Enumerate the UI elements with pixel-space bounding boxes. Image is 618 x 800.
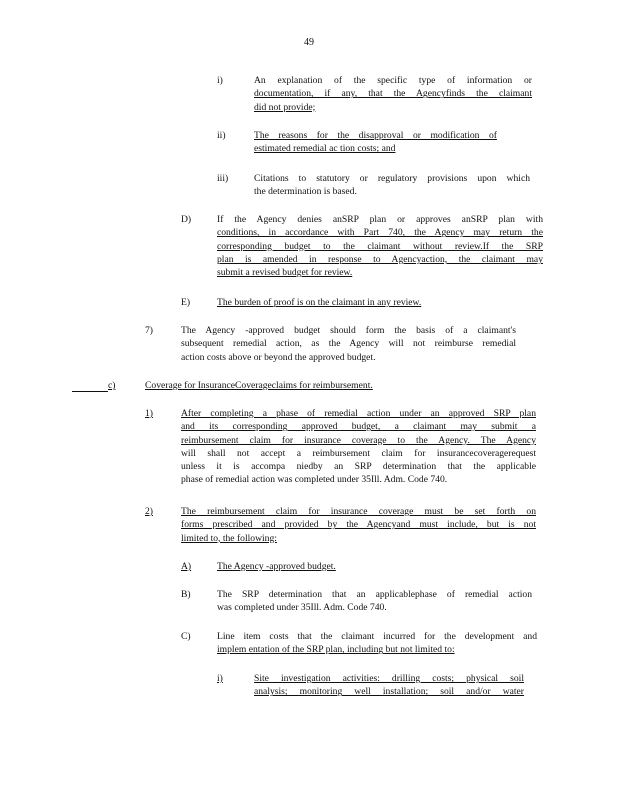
text-line: conditions, in accordance with Part 740, the Agency may return the xyxy=(217,227,543,239)
text-line: phase of remedial action was completed under 35Ill. Adm. Code 740. xyxy=(181,474,448,486)
page-number: 49 xyxy=(304,37,314,48)
text-line: An explanation of the specific type of information or xyxy=(254,75,532,86)
text-line: and its corresponding approved budget, a claimant may submit a xyxy=(181,421,536,433)
text-line: did not provide; xyxy=(254,101,316,113)
text-line: The Agency -approved budget should form the basis of a claimant's xyxy=(181,325,516,336)
item-label: C) xyxy=(181,631,191,642)
item-label: 1) xyxy=(145,408,153,419)
item-label: D) xyxy=(181,214,192,225)
text-line: was completed under 35Ill. Adm. Code 740. xyxy=(217,602,387,614)
text-line: analysis; monitoring well installation; soil and/or water xyxy=(254,686,524,698)
item-text xyxy=(254,129,497,156)
text-line: limited to, the following: xyxy=(181,532,277,544)
item-text xyxy=(217,296,477,309)
text-line: The reasons for the disapproval or modification of xyxy=(254,130,497,141)
item-text xyxy=(217,213,543,279)
item-text xyxy=(254,172,530,199)
text-line: corresponding budget to the claimant without review.If the SRP xyxy=(217,240,543,252)
text-line: forms prescribed and provided by the Agencyand must include, but is not xyxy=(181,519,536,531)
text-line: documentation, if any, that the Agencyfinds the claimant xyxy=(254,88,532,100)
text-line: Citations to statutory or regulatory provisions upon which xyxy=(254,173,530,184)
item-label: E) xyxy=(181,297,191,308)
text-line: Site investigation activities: drilling costs; physical soil xyxy=(254,673,524,684)
item-text xyxy=(181,407,536,487)
underline-rule xyxy=(72,391,108,392)
item-text xyxy=(217,630,537,657)
text-line: Line item costs that the claimant incurred for the development and xyxy=(217,631,537,642)
section-label: c) xyxy=(108,380,116,391)
item-text xyxy=(217,588,532,615)
text-line: unless it is accompa niedby an SRP determination that the applicable xyxy=(181,461,536,473)
section-heading xyxy=(145,379,415,392)
text-line: Coverage for InsuranceCoverageclaims for reimbursement. xyxy=(145,380,373,391)
text-line: The SRP determination that an applicablephase of remedial action xyxy=(217,589,532,600)
text-line: The reimbursement claim for insurance coverage must be set forth on xyxy=(181,506,536,517)
item-label: A) xyxy=(181,561,192,572)
item-text xyxy=(181,505,536,545)
text-line: The Agency -approved budget. xyxy=(217,561,336,572)
item-text xyxy=(181,324,516,364)
text-line: implem entation of the SRP plan, including but not limited to: xyxy=(217,644,455,656)
text-line: plan is amended in response to Agencyaction, the claimant may xyxy=(217,253,543,265)
item-text xyxy=(254,672,524,699)
item-label: B) xyxy=(181,589,191,600)
text-line: subsequent remedial action, as the Agency will not reimburse remedial xyxy=(181,338,516,350)
text-line: the determination is based. xyxy=(254,186,357,198)
item-text xyxy=(254,74,532,114)
text-line: If the Agency denies anSRP plan or approves anSRP plan with xyxy=(217,214,543,225)
text-line: The burden of proof is on the claimant in any review. xyxy=(217,297,422,308)
text-line: reimbursement claim for insurance coverage to the Agency. The Agency xyxy=(181,434,536,446)
text-line: action costs above or beyond the approved budget. xyxy=(181,351,376,363)
item-label: i) xyxy=(217,75,223,86)
text-line: estimated remedial ac tion costs; and xyxy=(254,143,396,155)
item-label: ii) xyxy=(217,130,226,141)
item-label: 7) xyxy=(145,325,153,336)
text-line: will shall not accept a reimbursement claim for insurancecoveragerequest xyxy=(181,447,536,459)
item-text xyxy=(217,560,367,573)
item-label: i) xyxy=(217,673,223,684)
text-line: After completing a phase of remedial action under an approved SRP plan xyxy=(181,408,536,419)
item-label: iii) xyxy=(217,173,229,184)
item-label: 2) xyxy=(145,506,153,517)
text-line: submit a revised budget for review. xyxy=(217,267,353,279)
